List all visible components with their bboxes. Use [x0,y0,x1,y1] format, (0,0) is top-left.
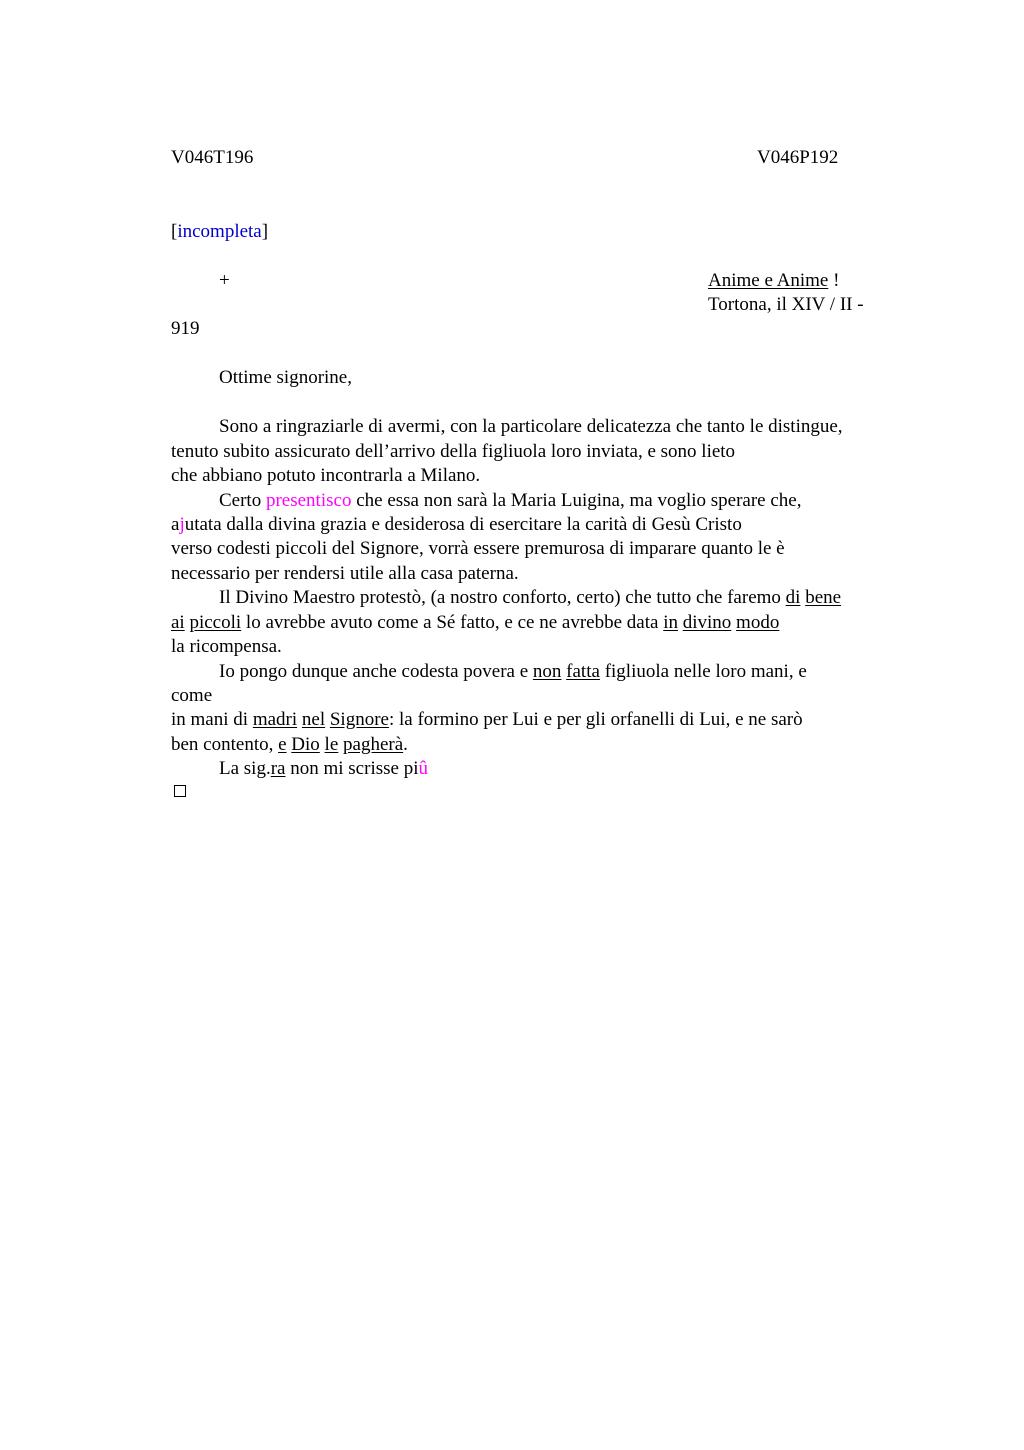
text-run: Certo [219,490,266,511]
underlined-word: piccoli [189,612,242,633]
underlined-word: le [324,734,339,755]
underlined-word: di [785,587,801,608]
text-run: . [403,734,408,755]
highlighted-word: presentisco [265,490,352,511]
underlined-word: bene [805,587,842,608]
text-run: lo avrebbe avuto come a Sé fatto, e ce ne avrebbe data [241,612,664,633]
underlined-word: modo [736,612,780,633]
paragraph-2-line-1 [219,489,801,513]
highlighted-letter: j [179,514,185,535]
text-run: utata dalla divina grazia e desiderosa di esercitare la carità di Gesù Cristo [184,514,742,535]
text-run: a [171,514,180,535]
text-run: ben contento, [171,734,279,755]
underlined-word: Dio [291,734,320,755]
paragraph-1-line-1: Sono a ringraziarle di avermi, con la particolare delicatezza che tanto le distingue, [219,416,843,437]
text-run: figliuola nelle loro mani, e [599,661,807,682]
paragraph-4-line-2: come [171,685,213,706]
document-code-right: V046P192 [757,147,839,168]
paragraph-4-line-4 [171,733,408,757]
underlined-word: nel [301,709,326,730]
text-run: Io pongo dunque anche codesta povera e [219,661,533,682]
bracket-open: [ [171,221,178,242]
underlined-word: fatta [566,661,600,682]
motto [708,269,839,293]
status-note [171,220,268,244]
underlined-word: madri [252,709,298,730]
underlined-word: in [663,612,678,633]
underlined-word: divino [682,612,732,633]
text-run: non mi scrisse pi [285,758,419,779]
place-date: Tortona, il XIV / II - [708,294,864,315]
highlighted-letter: û [418,758,428,779]
underlined-word: e [278,734,287,755]
paragraph-5-line-1 [219,757,428,781]
end-box-icon [174,785,186,797]
status-label: incompleta [177,221,262,242]
underlined-word: ai [171,612,185,633]
paragraph-2-line-2 [171,513,742,537]
text-run: : la formino per Lui e per gli orfanelli di Lui, e ne sarò [388,709,803,730]
motto-exclamation: ! [828,270,840,291]
paragraph-3-line-2 [171,611,779,635]
paragraph-1-line-3: che abbiano potuto incontrarla a Milano. [171,465,481,486]
salutation: Ottime signorine, [219,367,352,388]
underlined-word: non [532,661,562,682]
bracket-close: ] [261,221,269,242]
text-run: Il Divino Maestro protestò, (a nostro conforto, certo) che tutto che faremo [219,587,786,608]
paragraph-3-line-3: la ricompensa. [171,636,282,657]
underlined-word: pagherà [343,734,404,755]
paragraph-2-line-3: verso codesti piccoli del Signore, vorrà essere premurosa di imparare quanto le è [171,538,785,559]
underlined-word: ra [270,758,286,779]
paragraph-4-line-1 [219,660,807,684]
cross-symbol: + [219,270,230,291]
text-run: in mani di [171,709,253,730]
paragraph-1-line-2: tenuto subito assicurato dell’arrivo della figliuola loro inviata, e sono lieto [171,441,736,462]
text-run: La sig. [219,758,271,779]
document-code-left: V046T196 [171,147,254,168]
paragraph-3-line-1 [219,586,841,610]
underlined-word: Signore [329,709,389,730]
text-run: che essa non sarà la Maria Luigina, ma voglio sperare che, [351,490,802,511]
paragraph-2-line-4: necessario per rendersi utile alla casa paterna. [171,563,519,584]
paragraph-4-line-3 [171,708,803,732]
year-continuation: 919 [171,318,200,339]
motto-text: Anime e Anime [708,270,829,291]
